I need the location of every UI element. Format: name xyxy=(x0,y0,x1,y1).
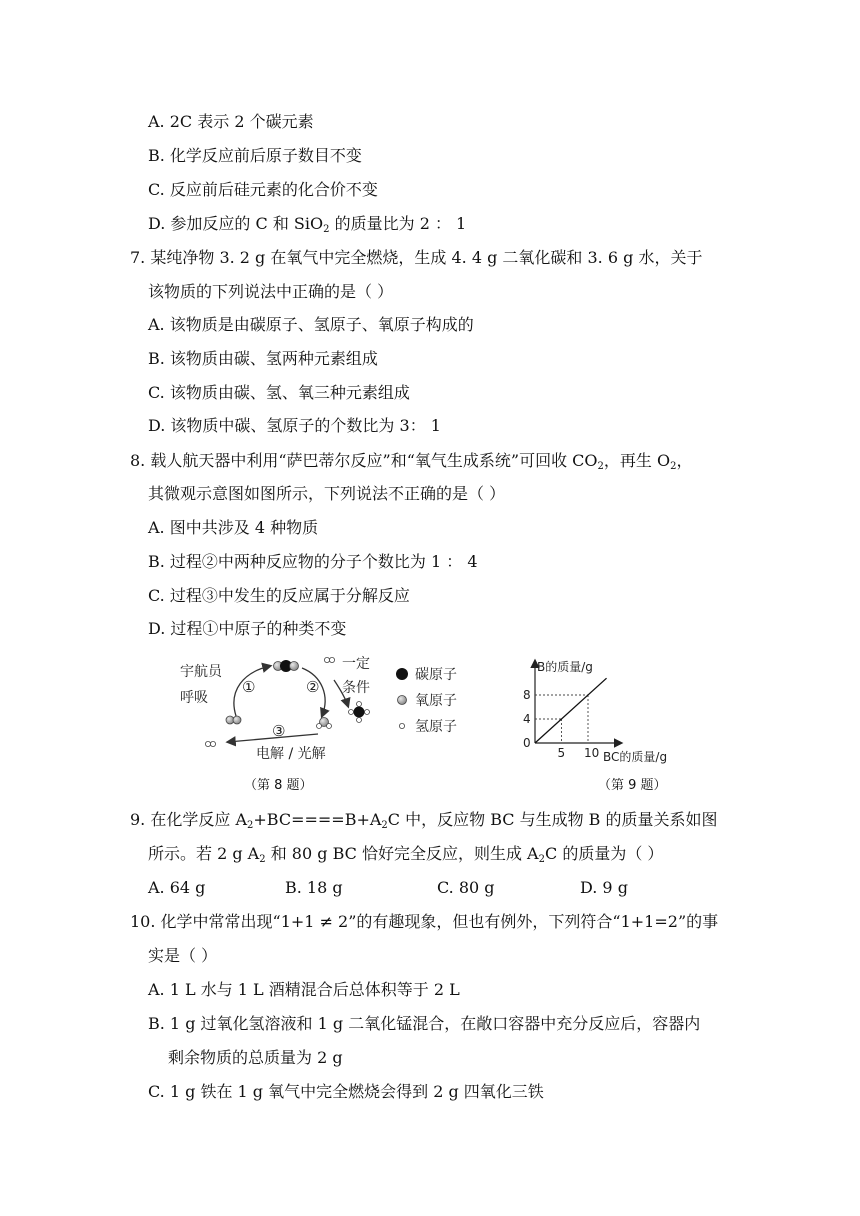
fig8-step2-label: ② xyxy=(306,678,320,696)
fig8-micro-diagram xyxy=(170,650,480,760)
legend-hydrogen-label: 氢原子 xyxy=(415,719,457,735)
q9-stem-line2: 所示。若 2 g $A_2$ 和 80 g BC 恰好完全反应，则生成 $A_2C$ 的质量为（ ） xyxy=(148,844,664,865)
q8-option-a: A. 图中共涉及 4 种物质 xyxy=(148,518,319,537)
q9-stem-line1: 9. 在化学反应 $A_2+BC====B+A_2C$ 中，反应物 BC 与生成物 B 的质量关系如图 xyxy=(130,810,718,831)
co2-molecule-icon xyxy=(274,660,299,672)
q7-option-d: D. 该物质中碳、氢原子的个数比为 3： 1 xyxy=(148,416,441,435)
q10-option-c: C. 1 g 铁在 1 g 氧气中完全燃烧会得到 2 g 四氧化三铁 xyxy=(148,1082,544,1101)
q8-option-d: D. 过程①中原子的种类不变 xyxy=(148,619,347,638)
fig9-x-tick-label: 5 xyxy=(557,746,566,760)
legend-hydrogen-icon xyxy=(399,723,404,728)
legend-oxygen-label: 氧原子 xyxy=(415,693,457,709)
q8-option-b: B. 过程②中两种反应物的分子个数比为 1 ： 4 xyxy=(148,552,478,571)
q8-option-c: C. 过程③中发生的反应属于分解反应 xyxy=(148,586,410,605)
fig9-chart xyxy=(515,655,695,770)
fig9-y-tick-label: 4 xyxy=(523,712,531,726)
q8-stem-line1: 8. 载人航天器中利用“萨巴蒂尔反应”和“氧气生成系统”可回收 $CO_2$，再生 $O_2$， xyxy=(130,451,693,472)
ch4-molecule-icon xyxy=(349,702,370,723)
fig8-step1-label: ① xyxy=(242,678,256,696)
q7-stem-line1: 7. 某纯净物 3. 2 g 在氧气中完全燃烧，生成 4. 4 g 二氧化碳和 3. 6 g 水，关于 xyxy=(130,248,703,267)
q7-option-c: C. 该物质由碳、氢、氧三种元素组成 xyxy=(148,383,410,402)
q7-stem-line2: 该物质的下列说法中正确的是（ ） xyxy=(148,282,394,301)
fig9-x-tick-label: 10 xyxy=(584,746,600,760)
q9-option-a: A. 64 g xyxy=(148,878,206,897)
fig8-electrolysis-label: 电解 / 光解 xyxy=(256,746,326,760)
q6-option-b: B. 化学反应前后原子数目不变 xyxy=(148,146,362,165)
q6-option-a: A. 2C 表示 2 个碳元素 xyxy=(148,112,314,131)
fig8-step3-label: ③ xyxy=(272,722,286,740)
q10-option-b-line2: 剩余物质的总质量为 2 g xyxy=(168,1048,343,1067)
q6-option-d: D. 参加反应的 C 和 SiO$_2$ 的质量比为 2 ： 1 xyxy=(148,214,467,235)
q6-option-c: C. 反应前后硅元素的化合价不变 xyxy=(148,180,378,199)
o2-molecule-icon xyxy=(226,716,241,724)
fig8-condition-line1: 一定 xyxy=(342,656,370,672)
fig9-x-axis-label: BC的质量/g xyxy=(603,750,668,764)
q7-option-b: B. 该物质由碳、氢两种元素组成 xyxy=(148,349,378,368)
h2-molecule-bottom-icon xyxy=(205,741,215,746)
legend-oxygen-icon xyxy=(398,696,407,705)
fig9-series-line xyxy=(535,678,607,743)
q9-option-c: C. 80 g xyxy=(437,878,495,897)
fig9-caption: （第 9 题） xyxy=(598,778,667,793)
fig8-breathe-label: 呼吸 xyxy=(180,690,208,706)
q10-stem-line2: 实是（ ） xyxy=(148,946,218,965)
q9-option-b: B. 18 g xyxy=(285,878,343,897)
q10-option-b-line1: B. 1 g 过氧化氢溶液和 1 g 二氧化锰混合，在敞口容器中充分反应后，容器内 xyxy=(148,1014,701,1033)
fig8-caption: （第 8 题） xyxy=(244,778,313,793)
fig9-y-axis-label: B的质量/g xyxy=(537,660,593,674)
legend-carbon-icon xyxy=(396,668,408,680)
fig9-origin-label: 0 xyxy=(523,736,531,750)
q10-stem-line1: 10. 化学中常常出现“1+1 ≠ 2”的有趣现象，但也有例外，下列符合“1+1=2”的事 xyxy=(130,912,719,931)
fig8-astronaut-label: 宇航员 xyxy=(180,664,222,680)
fig8-condition-line2: 条件 xyxy=(342,680,370,696)
q10-option-a: A. 1 L 水与 1 L 酒精混合后总体积等于 2 L xyxy=(148,980,460,999)
q9-option-d: D. 9 g xyxy=(580,878,628,897)
h2o-molecule-icon xyxy=(317,718,332,729)
h2-molecule-icon xyxy=(324,657,334,662)
legend-carbon-label: 碳原子 xyxy=(415,667,457,683)
fig9-y-tick-label: 8 xyxy=(523,688,531,702)
q7-option-a: A. 该物质是由碳原子、氢原子、氧原子构成的 xyxy=(148,315,474,334)
q8-stem-line2: 其微观示意图如图所示，下列说法不正确的是（ ） xyxy=(148,484,506,503)
